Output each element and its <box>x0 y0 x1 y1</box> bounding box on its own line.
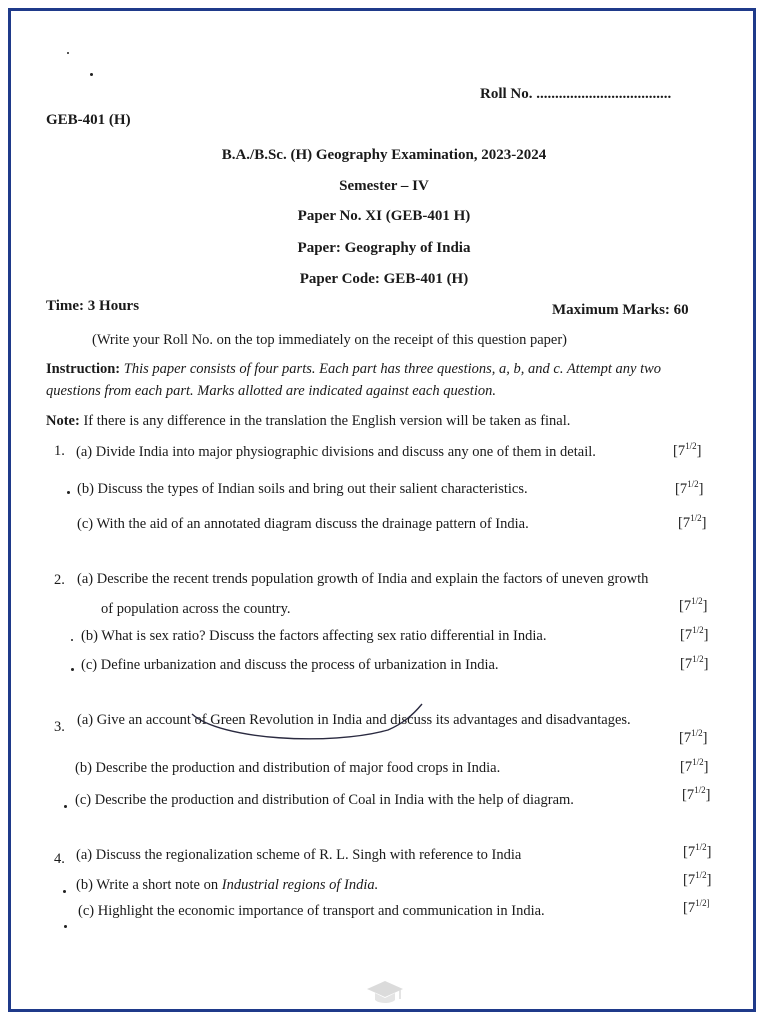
time-allowed: Time: 3 Hours <box>46 298 140 314</box>
marks-alt: [$7^{1/2]}$ <box>683 898 710 916</box>
q3-a: (a) Give an account of Green Revolution in India and discuss its advantages and disadvantages. <box>77 712 631 728</box>
paper-code-top: GEB-401 (H) <box>46 112 131 128</box>
q4-b-text: (b) Write a short note on <box>76 877 222 893</box>
marks: $[7^{1/2}]$ <box>679 728 708 746</box>
q4-c: (c) Highlight the economic importance of transport and communication in India. <box>78 903 545 919</box>
marks: $[7^{1/2}]$ <box>683 870 712 888</box>
q2-a-line-1: (a) Describe the recent trends population growth of India and explain the factors of uneven growth <box>77 571 649 587</box>
bullet-mark <box>64 925 67 928</box>
marks: $[7^{1/2}]$ <box>680 654 709 672</box>
marks: $[7^{1/2}]$ <box>673 441 702 459</box>
q3-number: 3. <box>54 719 65 735</box>
q1-c: (c) With the aid of an annotated diagram discuss the drainage pattern of India. <box>77 516 529 532</box>
marks: $[7^{1/2}]$ <box>679 596 708 614</box>
exam-title: B.A./B.Sc. (H) Geography Examination, 2023-2024 <box>221 147 547 163</box>
q4-a: (a) Discuss the regionalization scheme of R. L. Singh with reference to India <box>76 847 522 863</box>
marks: $[7^{1/2}]$ <box>675 479 704 497</box>
note-line <box>46 413 570 430</box>
marks: $[7^{1/2}]$ <box>678 513 707 531</box>
marks: $[7^{1/2}]$ <box>682 785 711 803</box>
marks: $[7^{1/2}]$ <box>680 757 709 775</box>
marks: $[7^{1/2}]$ <box>680 625 709 643</box>
q1-b: (b) Discuss the types of Indian soils and bring out their salient characteristics. <box>77 481 528 497</box>
stray-mark <box>90 73 93 76</box>
q1-number: 1. <box>54 443 65 459</box>
paper-code: Paper Code: GEB-401 (H) <box>299 271 469 287</box>
bullet-mark <box>71 639 73 641</box>
q3-b: (b) Describe the production and distribution of major food crops in India. <box>75 760 501 776</box>
bullet-mark <box>64 805 67 808</box>
q2-a-line-2: of population across the country. <box>101 601 291 617</box>
note-label: Note: <box>46 413 80 429</box>
paper-name: Paper: Geography of India <box>297 240 471 256</box>
paper-number: Paper No. XI (GEB-401 H) <box>297 208 471 224</box>
roll-no-field: Roll No. .................................... <box>480 86 672 102</box>
handwritten-underline <box>180 700 430 750</box>
q2-c: (c) Define urbanization and discuss the process of urbanization in India. <box>81 657 499 673</box>
note-text: If there is any difference in the translation the English version will be taken as final. <box>83 413 571 429</box>
roll-instruction: (Write your Roll No. on the top immediately on the receipt of this question paper) <box>92 332 567 348</box>
stray-mark <box>67 52 69 54</box>
bullet-mark <box>67 491 70 494</box>
maximum-marks: Maximum Marks: 60 <box>552 302 689 318</box>
semester: Semester – IV <box>339 178 429 194</box>
bullet-mark <box>71 668 74 671</box>
q1-a: (a) Divide India into major physiographic divisions and discuss any one of them in detail. <box>76 444 596 460</box>
marks: $[7^{1/2}]$ <box>683 842 712 860</box>
q3-c: (c) Describe the production and distribution of Coal in India with the help of diagram. <box>75 792 574 808</box>
q2-number: 2. <box>54 572 65 588</box>
q4-number: 4. <box>54 851 65 867</box>
instruction-line-1 <box>46 361 661 378</box>
instruction-line-2: questions from each part. Marks allotted are indicated against each question. <box>46 383 496 399</box>
instruction-label: Instruction: <box>46 361 121 377</box>
q2-b: (b) What is sex ratio? Discuss the factors affecting sex ratio differential in India. <box>81 628 547 644</box>
instruction-text: This paper consists of four parts. Each part has three questions, a, b, and c. Attempt any two <box>123 361 662 377</box>
q4-b <box>76 877 378 894</box>
graduation-cap-icon <box>365 977 405 1005</box>
q4-b-topic: Industrial regions of India. <box>221 877 379 893</box>
bullet-mark <box>63 890 66 893</box>
